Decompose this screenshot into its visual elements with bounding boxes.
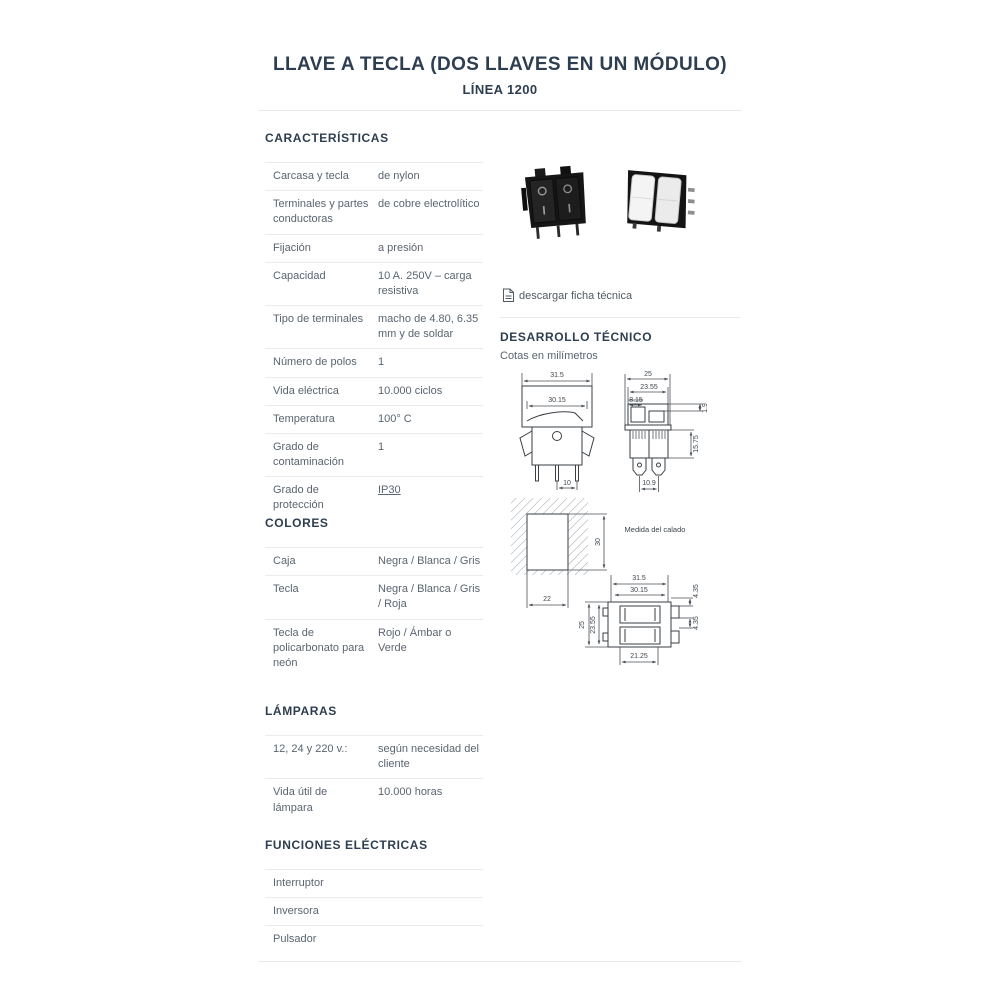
dim-cutout-width: 22	[543, 596, 551, 603]
drawing-side-view	[612, 368, 727, 495]
row-value: a presión	[378, 241, 424, 254]
table-row	[265, 869, 483, 897]
table-row	[265, 305, 483, 348]
colores-table	[265, 547, 483, 677]
funcion-item: Inversora	[273, 905, 319, 918]
row-value: Negra / Blanca / Gris	[378, 555, 481, 567]
table-row	[265, 547, 483, 575]
divider	[258, 110, 742, 111]
table-row	[265, 405, 483, 433]
table-row	[265, 619, 483, 678]
drawing-front-view	[505, 368, 615, 493]
row-label: 12, 24 y 220 v.:	[273, 743, 348, 755]
table-row	[265, 433, 483, 476]
funciones-section	[265, 838, 483, 954]
caracteristicas-section	[265, 131, 483, 520]
row-value: 10 A. 250V – carga resistiva	[378, 269, 472, 297]
table-row	[265, 778, 483, 821]
row-label: Caja	[273, 555, 296, 567]
document-icon	[502, 288, 515, 303]
dim-cutout-height: 30	[595, 538, 602, 546]
table-row	[265, 925, 483, 953]
dim-side-body-height: 15.75	[693, 435, 700, 453]
product-photos	[515, 162, 699, 244]
table-row	[265, 897, 483, 925]
dim-top-key-width: 30.15	[630, 587, 648, 594]
dim-top-depth-body: 23.55	[590, 616, 597, 634]
row-label: Tecla	[273, 583, 299, 596]
row-label: Capacidad	[273, 269, 326, 282]
row-label: Grado de contaminación	[273, 440, 344, 469]
row-value: 10.000 horas	[378, 786, 443, 799]
row-value: de cobre electrolítico	[378, 198, 480, 211]
lamparas-section	[265, 704, 483, 822]
row-value: Rojo / Ámbar o Verde	[378, 626, 452, 654]
funciones-table	[265, 869, 483, 954]
section-heading-desarrollo: DESARROLLO TÉCNICO	[500, 330, 653, 344]
row-label: Grado de protección	[273, 484, 324, 512]
dim-side-key-width: 8.15	[629, 397, 643, 404]
dim-front-terminal-spacing: 10	[563, 480, 571, 487]
dim-top-offset-top: 4.35	[693, 584, 700, 598]
row-value: 1	[378, 356, 385, 369]
cutout-caption: Medida del calado	[624, 525, 686, 534]
colores-section	[265, 516, 483, 677]
drawing-top-view	[575, 565, 715, 680]
product-photo-white-key-switch	[614, 162, 699, 244]
product-photo-black-switch	[515, 162, 600, 244]
row-value: 1	[378, 440, 385, 453]
divider	[500, 317, 740, 318]
section-heading-caracteristicas: CARACTERÍSTICAS	[265, 131, 389, 145]
caracteristicas-table	[265, 162, 483, 520]
row-value: 10.000 ciclos	[378, 384, 443, 397]
divider	[258, 961, 742, 962]
table-row	[265, 476, 483, 519]
table-row	[265, 162, 483, 190]
table-row	[265, 190, 483, 233]
row-label: Terminales y partes conductoras	[273, 198, 369, 226]
lamparas-table	[265, 735, 483, 822]
row-label: Temperatura	[273, 412, 335, 425]
dim-front-key-width: 30.15	[548, 397, 566, 404]
table-row	[265, 348, 483, 376]
units-note: Cotas en milímetros	[500, 350, 598, 362]
table-row	[265, 262, 483, 305]
dim-side-terminal-spacing: 10.9	[642, 480, 656, 487]
download-label: descargar ficha técnica	[519, 289, 633, 302]
row-label: Número de polos	[273, 356, 357, 369]
page-subtitle: LÍNEA 1200	[462, 82, 538, 97]
dim-top-depth-total: 25	[579, 621, 586, 629]
section-heading-funciones: FUNCIONES ELÉCTRICAS	[265, 838, 428, 852]
dim-top-offset-side: 4.35	[693, 616, 700, 630]
row-label: Vida útil de lámpara	[273, 786, 328, 814]
dim-side-key-offset: 1.9	[702, 403, 709, 413]
dim-side-total-width: 25	[644, 371, 652, 378]
row-value: Negra / Blanca / Gris / Roja	[378, 583, 481, 611]
row-label: Tipo de terminales	[273, 313, 364, 326]
row-label: Vida eléctrica	[273, 384, 339, 397]
row-value: de nylon	[378, 170, 420, 182]
row-label: Tecla de policarbonato para neón	[273, 626, 365, 669]
page-title: LLAVE A TECLA (DOS LLAVES EN UN MÓDULO)	[273, 54, 727, 75]
dim-front-total-width: 31.5	[550, 372, 564, 379]
dim-top-total-width: 31.5	[632, 575, 646, 582]
row-value: 100° C	[378, 412, 412, 425]
dim-side-body-width: 23.55	[640, 384, 658, 391]
table-row	[265, 234, 483, 262]
row-value: macho de 4.80, 6.35 mm y de soldar	[378, 313, 479, 341]
download-datasheet-link[interactable]	[502, 288, 632, 303]
funcion-item: Interruptor	[273, 877, 324, 889]
dim-top-keys-width: 21.25	[630, 653, 648, 660]
row-label: Fijación	[273, 241, 311, 254]
row-value: según necesidad del cliente	[378, 743, 479, 771]
table-row	[265, 575, 483, 618]
row-label: Carcasa y tecla	[273, 170, 349, 182]
ip30-link[interactable]: IP30	[378, 484, 401, 497]
section-heading-lamparas: LÁMPARAS	[265, 704, 337, 718]
section-heading-colores: COLORES	[265, 516, 329, 530]
table-row	[265, 377, 483, 405]
funcion-item: Pulsador	[273, 933, 317, 946]
table-row	[265, 735, 483, 778]
